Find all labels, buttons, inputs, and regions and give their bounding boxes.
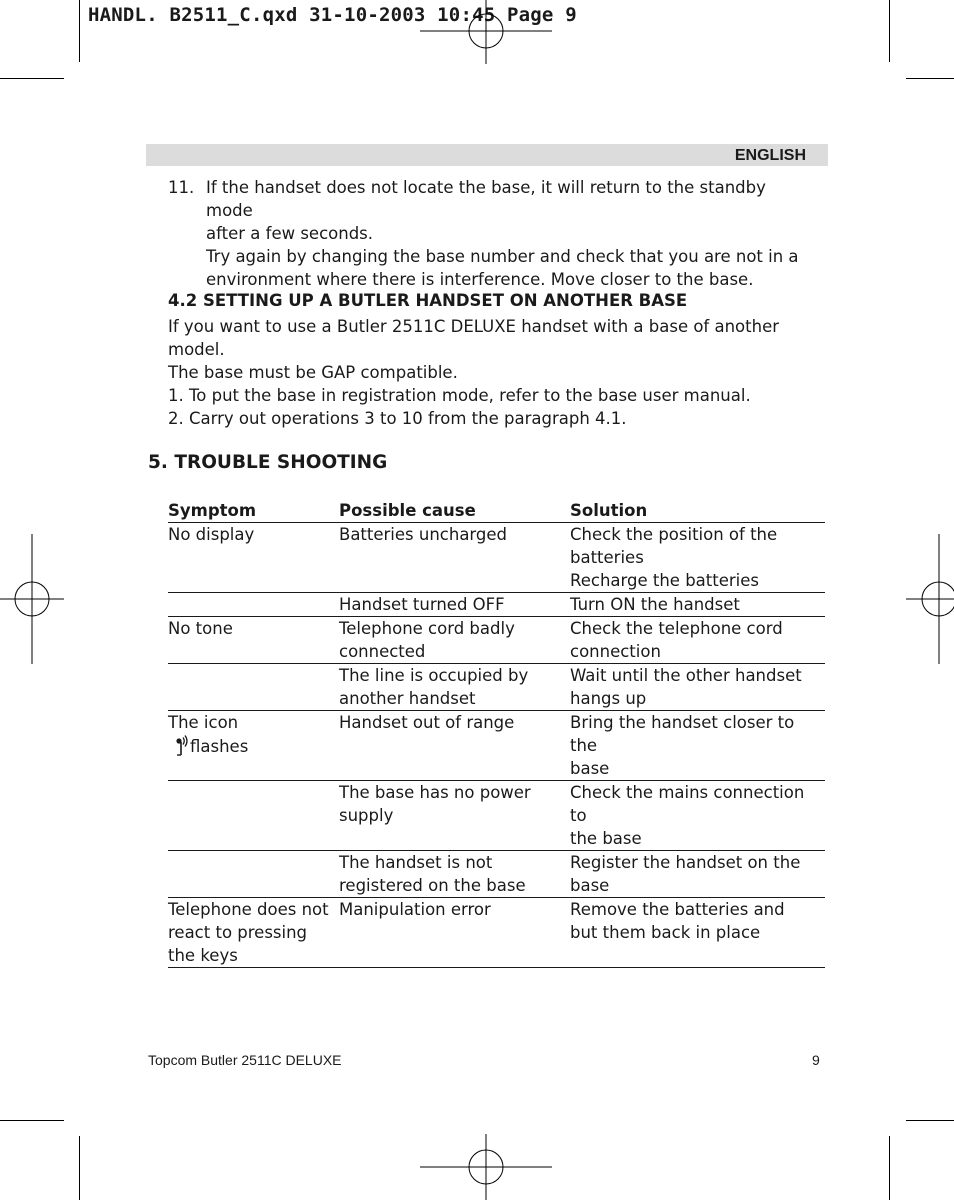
text-line: Try again by changing the base number and check that you are not in a	[206, 247, 799, 266]
crop-mark	[0, 1120, 64, 1121]
registration-mark-right	[906, 534, 954, 664]
section-heading: 4.2 SETTING UP A BUTLER HANDSET ON ANOTHER BASE	[168, 291, 688, 310]
cell-line	[168, 734, 339, 758]
crop-mark	[906, 78, 954, 79]
cell-line: react to pressing	[168, 923, 308, 942]
registration-mark-left	[0, 534, 64, 664]
table-row	[168, 711, 825, 781]
cell-line: The line is occupied by	[339, 666, 529, 685]
table-row	[168, 851, 825, 898]
cell-line: base	[570, 876, 610, 895]
print-slug: HANDL. B2511_C.qxd 31-10-2003 10:45 Page 9	[88, 4, 577, 26]
cell-line: but them back in place	[570, 923, 761, 942]
solution-cell	[570, 593, 825, 617]
symptom-cell	[168, 711, 339, 781]
cell-line: Recharge the batteries	[570, 571, 759, 590]
symptom-cell	[168, 851, 339, 898]
solution-cell	[570, 664, 825, 711]
table-row	[168, 664, 825, 711]
antenna-signal-icon	[172, 734, 190, 756]
cell-line: Register the handset on the	[570, 853, 801, 872]
cause-cell	[339, 781, 570, 851]
trouble-shooting-table	[168, 499, 825, 968]
cell-line: The base has no power	[339, 783, 531, 802]
crop-mark	[889, 1136, 890, 1200]
page-number: 9	[812, 1052, 820, 1068]
language-label: ENGLISH	[734, 147, 806, 164]
cell-line: No display	[168, 525, 255, 544]
symptom-cell	[168, 664, 339, 711]
text-line: If the handset does not locate the base, it will return to the standby mode	[206, 178, 766, 220]
cause-cell	[339, 593, 570, 617]
registration-mark-top	[420, 0, 552, 64]
crop-mark	[79, 1136, 80, 1200]
column-header-symptom: Symptom	[168, 499, 339, 523]
cell-line: base	[570, 759, 610, 778]
cell-line: registered on the base	[339, 876, 526, 895]
language-bar	[146, 144, 828, 166]
cell-line: Check the telephone cord	[570, 619, 783, 638]
cell-line: Batteries uncharged	[339, 525, 508, 544]
crop-mark	[0, 78, 64, 79]
crop-mark	[79, 0, 80, 62]
symptom-cell	[168, 593, 339, 617]
table-row	[168, 617, 825, 664]
cell-line: flashes	[190, 737, 249, 756]
cell-line: the keys	[168, 946, 238, 965]
cell-line: The icon	[168, 713, 239, 732]
cell-line: Telephone cord badly	[339, 619, 515, 638]
crop-mark	[889, 0, 890, 62]
cell-line: Remove the batteries and	[570, 900, 785, 919]
cause-cell	[339, 664, 570, 711]
solution-cell	[570, 898, 825, 968]
cell-line: The handset is not	[339, 853, 493, 872]
cell-line: Handset turned OFF	[339, 595, 505, 614]
cell-line: the base	[570, 829, 642, 848]
symptom-cell	[168, 523, 339, 593]
footer-product-name: Topcom Butler 2511C DELUXE	[148, 1052, 342, 1068]
cause-cell	[339, 523, 570, 593]
cell-line: Check the mains connection to	[570, 783, 805, 825]
solution-cell	[570, 851, 825, 898]
step-11-text	[206, 176, 816, 291]
column-header-cause: Possible cause	[339, 499, 570, 523]
table-row	[168, 593, 825, 617]
cause-cell	[339, 851, 570, 898]
text-line: The base must be GAP compatible.	[168, 363, 458, 382]
symptom-cell	[168, 617, 339, 664]
cause-cell	[339, 617, 570, 664]
text-line: If you want to use a Butler 2511C DELUXE handset with a base of another model.	[168, 317, 780, 359]
table-row	[168, 781, 825, 851]
chapter-heading: 5. TROUBLE SHOOTING	[148, 452, 388, 473]
cell-line: Manipulation error	[339, 900, 491, 919]
table-header-row	[168, 499, 825, 523]
table-row	[168, 898, 825, 968]
cell-line: No tone	[168, 619, 233, 638]
solution-cell	[570, 711, 825, 781]
cell-line: Check the position of the	[570, 525, 778, 544]
cell-line: supply	[339, 806, 394, 825]
text-line: after a few seconds.	[206, 224, 374, 243]
step-number: 11.	[168, 178, 195, 197]
cell-line: Bring the handset closer to the	[570, 713, 795, 755]
cell-line: connection	[570, 642, 661, 661]
solution-cell	[570, 523, 825, 593]
cell-line: hangs up	[570, 689, 647, 708]
symptom-cell	[168, 898, 339, 968]
cell-line: another handset	[339, 689, 476, 708]
text-line: 1. To put the base in registration mode, refer to the base user manual.	[168, 386, 751, 405]
crop-mark	[906, 1120, 954, 1121]
section-body	[168, 315, 828, 430]
cause-cell	[339, 711, 570, 781]
solution-cell	[570, 781, 825, 851]
text-line: environment where there is interference. Move closer to the base.	[206, 270, 754, 289]
solution-cell	[570, 617, 825, 664]
cell-line: Wait until the other handset	[570, 666, 802, 685]
symptom-cell	[168, 781, 339, 851]
cell-line: connected	[339, 642, 426, 661]
cell-line: Turn ON the handset	[570, 595, 740, 614]
cell-line: Handset out of range	[339, 713, 515, 732]
cell-line: batteries	[570, 548, 644, 567]
table-row	[168, 523, 825, 593]
cell-line: Telephone does not	[168, 900, 329, 919]
cause-cell	[339, 898, 570, 968]
registration-mark-bottom	[420, 1134, 552, 1200]
text-line: 2. Carry out operations 3 to 10 from the paragraph 4.1.	[168, 409, 627, 428]
column-header-solution: Solution	[570, 499, 825, 523]
